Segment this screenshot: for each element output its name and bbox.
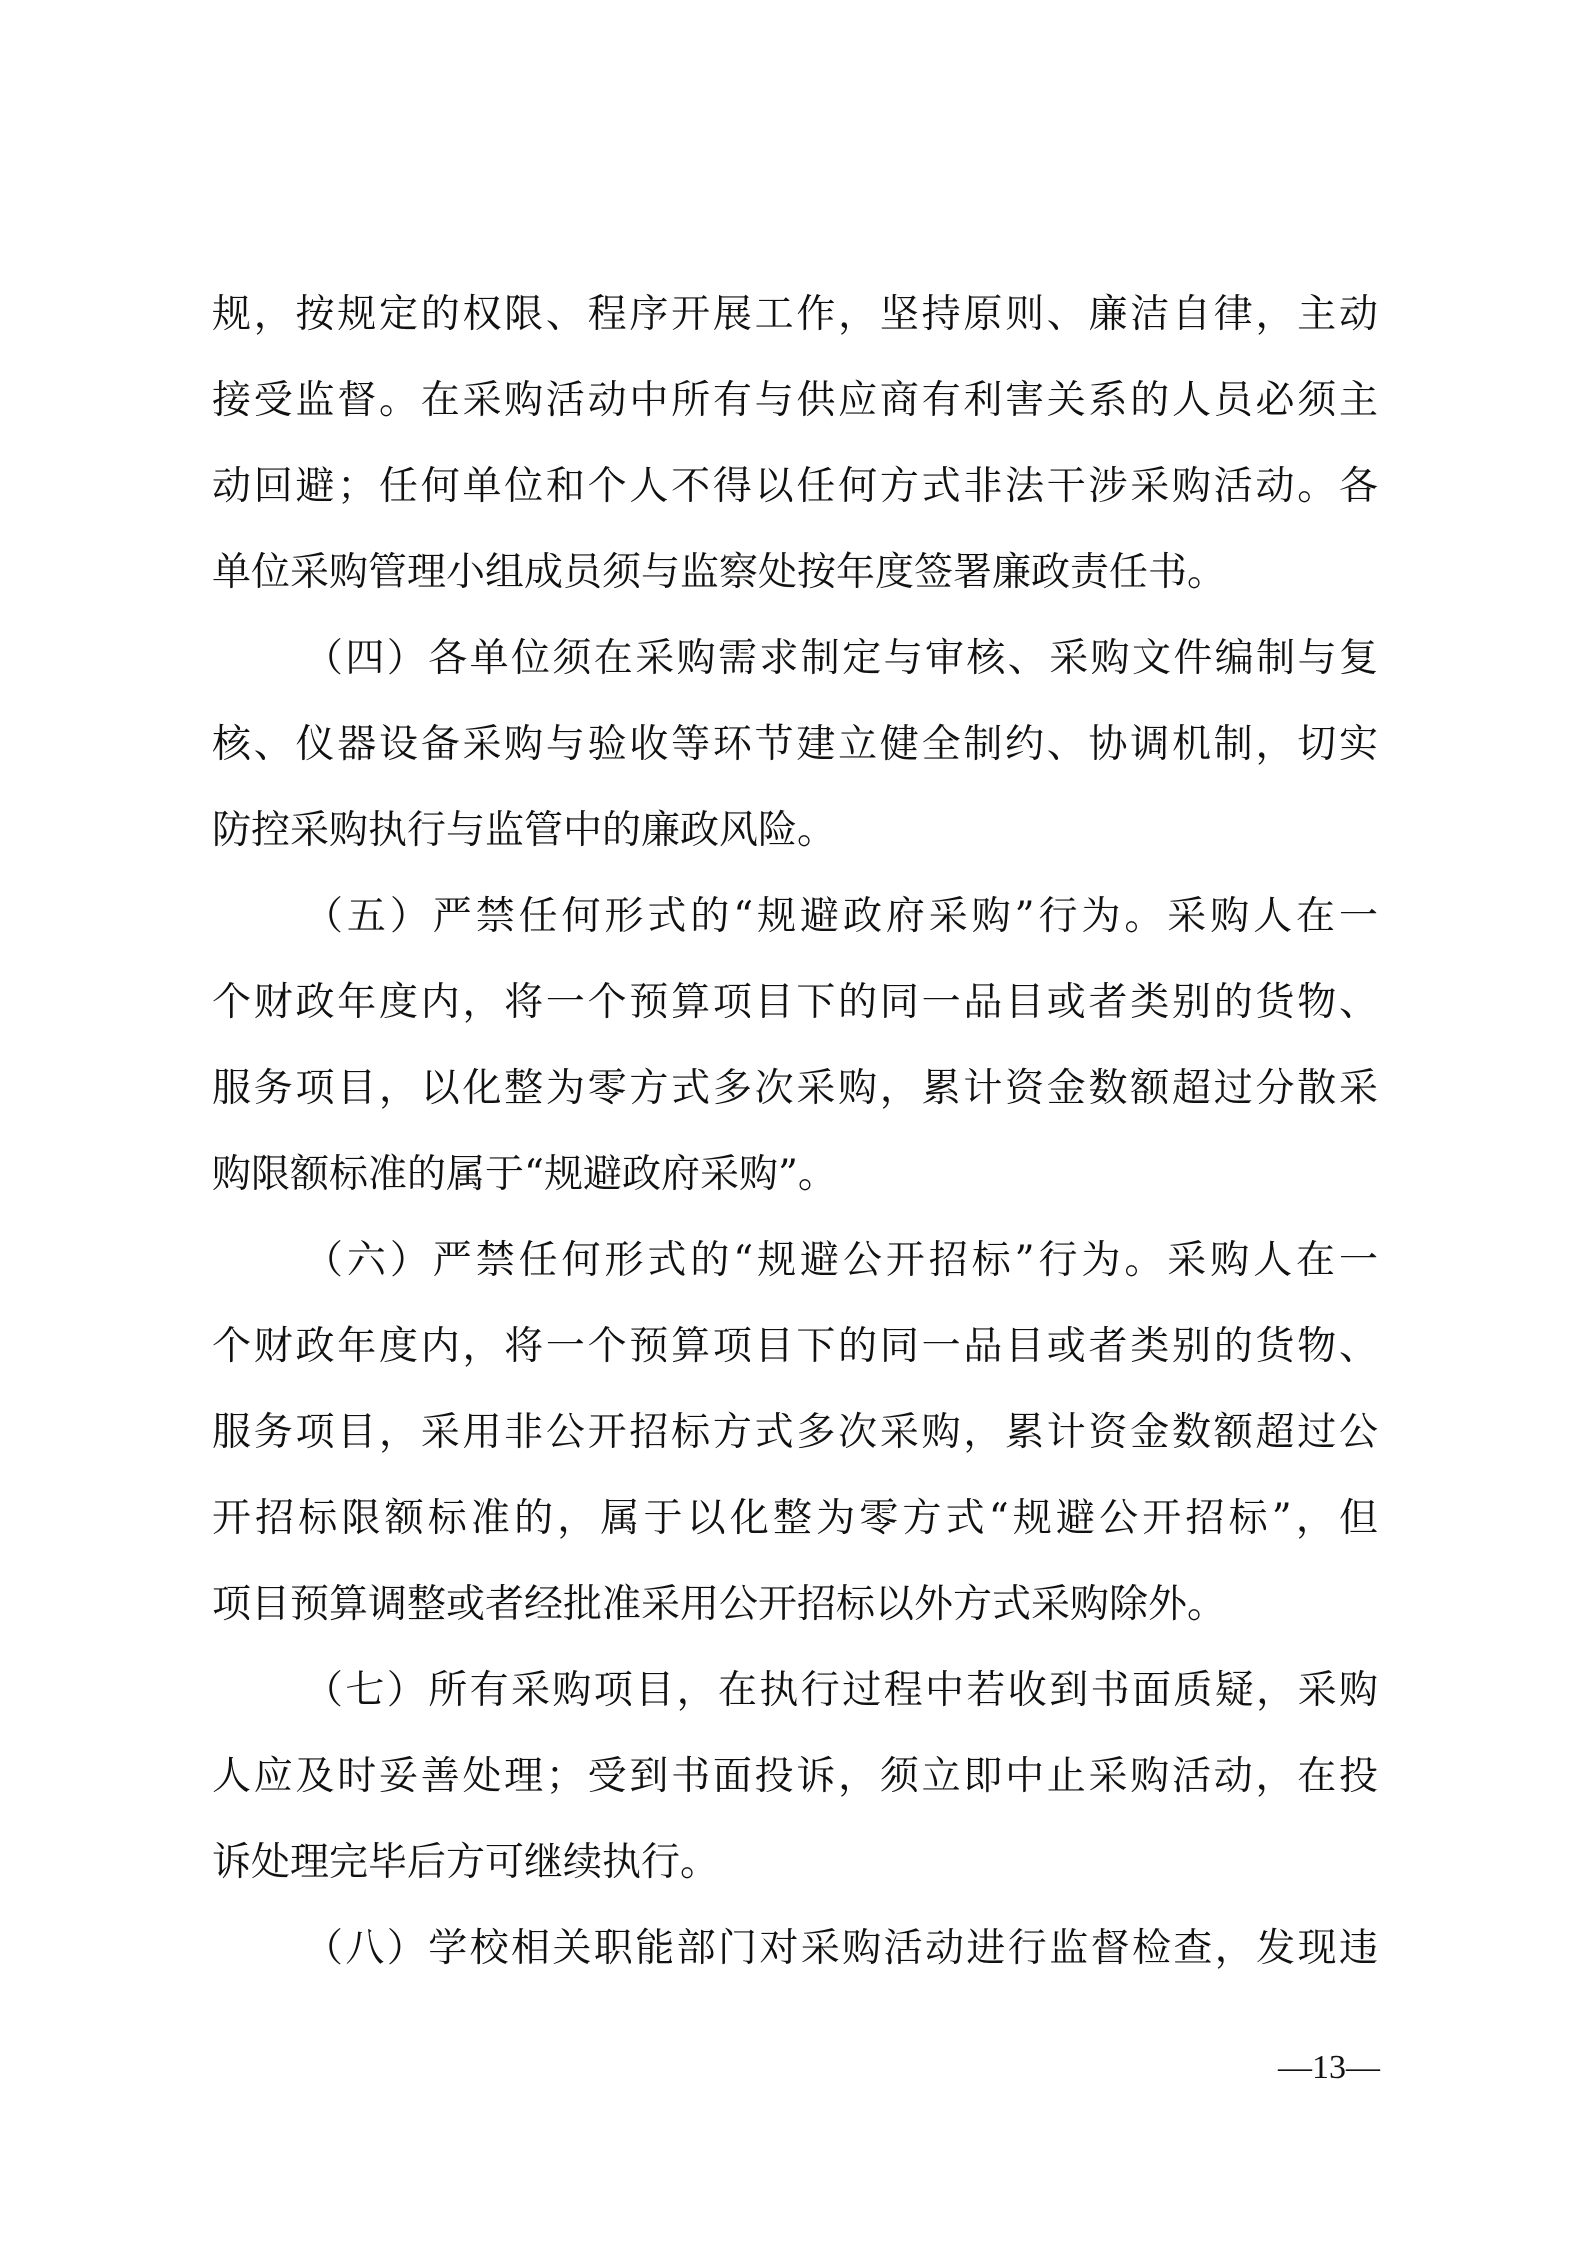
text-line: 项目预算调整或者经批准采用公开招标以外方式采购除外。 bbox=[212, 1582, 1227, 1627]
text-line: （四）各单位须在采购需求制定与审核、采购文件编制与复 bbox=[304, 636, 1378, 681]
text-line: （八）学校相关职能部门对采购活动进行监督检查，发现违 bbox=[304, 1926, 1378, 1971]
text-line: 规，按规定的权限、程序开展工作，坚持原则、廉洁自律，主动 bbox=[212, 292, 1378, 337]
text-line: 开招标限额标准的，属于以化整为零方式“规避公开招标”，但 bbox=[212, 1496, 1378, 1541]
text-line: （七）所有采购项目，在执行过程中若收到书面质疑，采购 bbox=[304, 1668, 1378, 1713]
text-line: 防控采购执行与监管中的廉政风险。 bbox=[212, 808, 837, 853]
text-line: 个财政年度内，将一个预算项目下的同一品目或者类别的货物、 bbox=[212, 980, 1378, 1025]
text-line: 诉处理完毕后方可继续执行。 bbox=[212, 1840, 720, 1885]
text-line: （六）严禁任何形式的“规避公开招标”行为。采购人在一 bbox=[304, 1238, 1378, 1283]
text-line: 核、仪器设备采购与验收等环节建立健全制约、协调机制，切实 bbox=[212, 722, 1378, 767]
page-number: —13— bbox=[1278, 2049, 1380, 2086]
text-line: 购限额标准的属于“规避政府采购”。 bbox=[212, 1152, 837, 1197]
text-line: 服务项目，采用非公开招标方式多次采购，累计资金数额超过公 bbox=[212, 1410, 1378, 1455]
text-line: 动回避；任何单位和个人不得以任何方式非法干涉采购活动。各 bbox=[212, 464, 1378, 509]
text-line: （五）严禁任何形式的“规避政府采购”行为。采购人在一 bbox=[304, 894, 1378, 939]
text-line: 接受监督。在采购活动中所有与供应商有利害关系的人员必须主 bbox=[212, 378, 1378, 423]
text-line: 单位采购管理小组成员须与监察处按年度签署廉政责任书。 bbox=[212, 550, 1227, 595]
text-line: 人应及时妥善处理；受到书面投诉，须立即中止采购活动，在投 bbox=[212, 1754, 1378, 1799]
text-line: 服务项目，以化整为零方式多次采购，累计资金数额超过分散采 bbox=[212, 1066, 1378, 1111]
text-line: 个财政年度内，将一个预算项目下的同一品目或者类别的货物、 bbox=[212, 1324, 1378, 1369]
body-text bbox=[212, 272, 1378, 1992]
